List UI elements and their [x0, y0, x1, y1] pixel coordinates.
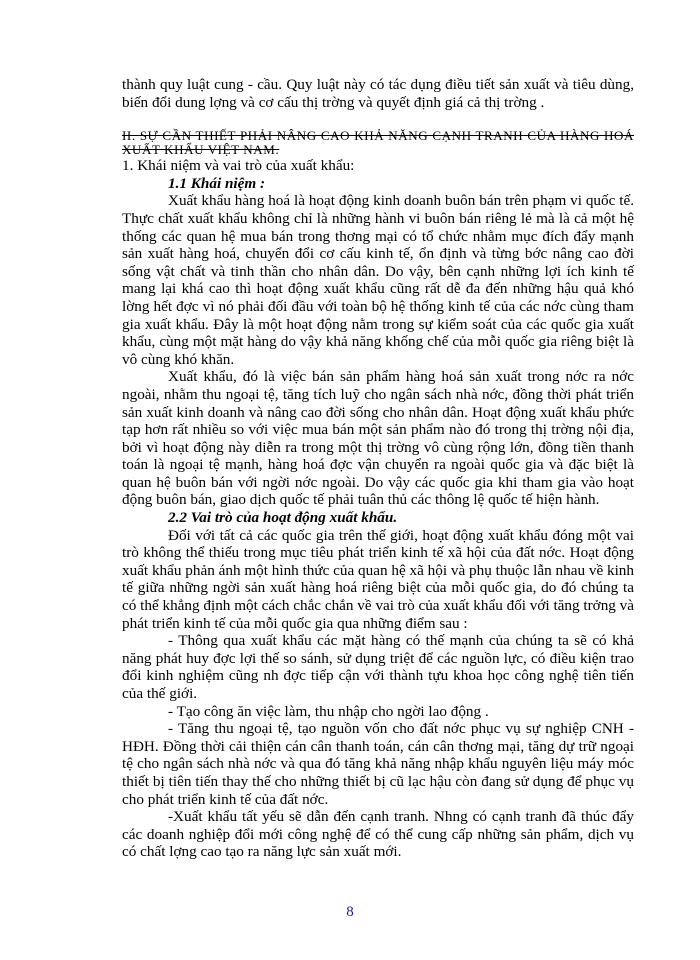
subheading-role: 2.2 Vai trò của hoạt động xuất khẩu. [168, 509, 398, 527]
paragraph-role: Đối với tất cả các quốc gia trên thế giới, hoạt động xuất khẩu đóng một vai trò không thể thiếu trong mục tiêu phát triển kinh tế xã hội của đất nớc. Hoạt động xuất khẩu phản ánh một hình thức của quan hệ xã hội và phụ thuộc lẫn nhau về kinh tế giữa những ngời sản xuất hàng hoá riêng biệt của mỗi quốc gia, do đó chúng ta có thể khẳng định một cách chắc chắn về vai trò của xuất khẩu đối với tăng trởng và phát triển kinh tế của mỗi quốc gia qua những điểm sau : [122, 526, 635, 632]
document-body [122, 76, 634, 861]
section-heading-2: II. SỰ CẦN THIẾT PHẢI NÂNG CAO KHẢ NĂNG CẠNH TRANH CỦA HÀNG HOÁ XUẤT KHẨU VIỆT NAM. [122, 128, 634, 158]
bullet-1: - Thông qua xuất khẩu các mặt hàng có thế mạnh của chúng ta sẽ có khả năng phát huy đợc lợi thế so sánh, sử dụng triệt để các nguồn lực, có điều kiện trao đổi kinh nghiệm cũng nh đợc tiếp cận với thành tựu khoa học công nghệ tiên tiến của thế giới. [122, 632, 634, 702]
section-heading-1: 1. Khái niệm và vai trò của xuất khẩu: [122, 157, 355, 175]
paragraph-concept-2: Xuất khẩu, đó là việc bán sản phẩm hàng hoá sản xuất trong nớc ra nớc ngoài, nhằm thu ngoại tệ, tăng tích luỹ cho ngân sách nhà nớc, đồng thời phát triển sản xuất kinh doanh và nâng cao đời sống cho nhân dân. Hoạt động xuất khẩu phức tạp hơn rất nhiều so với việc mua bán một sản phẩm nào đó trong thị trờng nội địa, bởi vì hoạt động này diễn ra trong một thị trờng vô cùng rộng lớn, đồng tiền thanh toán là ngoại tệ mạnh, hàng hoá đợc vận chuyển ra ngoài quốc gia và đặc biệt là quan hệ buôn bán với ngời nớc ngoài. Do vậy các quốc gia khi tham gia vào hoạt động buôn bán, giao dịch quốc tế phải tuân thủ các thông lệ quốc tế hiện hành. [122, 368, 634, 509]
paragraph-concept-1: Xuất khẩu hàng hoá là hoạt động kinh doanh buôn bán trên phạm vi quốc tế. Thực chất xuất khẩu không chỉ là những hành vi buôn bán riêng lẻ mà là cả một hệ thống các quan hệ mua bán trong thơng mại có tổ chức nhằm mục đích đẩy mạnh sản xuất hàng hoá, chuyển đổi cơ cấu kinh tế, ổn định và từng bớc nâng cao đời sống vật chất và tinh thần cho nhân dân. Do vậy, bên cạnh những lợi ích kinh tế mang lại khá cao thì hoạt động xuất khẩu cũng rất dễ đa đến những hậu quả khó lờng hết đợc vì nó phải đối đầu với toàn bộ hệ thống kinh tế của các nớc cùng tham gia xuất khẩu. Đây là một hoạt động nằm trong sự kiểm soát của các quốc gia xuất khẩu, cùng một mặt hàng do vậy khả năng khống chế của mỗi quốc gia riêng biệt là vô cùng khó khăn. [122, 192, 634, 368]
subheading-concept: 1.1 Khái niệm : [168, 174, 266, 192]
bullet-2: - Tạo công ăn việc làm, thu nhập cho ngời lao động . [168, 702, 489, 720]
paragraph-intro: thành quy luật cung - cầu. Quy luật này có tác dụng điều tiết sản xuất và tiêu dùng, biến đổi dung lợng và cơ cấu thị trờng và quyết định giá cả thị trờng . [122, 76, 634, 111]
bullet-4: -Xuất khẩu tất yếu sẽ dẫn đến cạnh tranh. Nhng có cạnh tranh đã thúc đẩy các doanh nghiệp đổi mới công nghệ để có thể cung cấp những sản phẩm, dịch vụ có chất lợng cao tạo ra năng lực sản xuất mới. [122, 808, 634, 861]
page-number: 8 [346, 904, 354, 920]
bullet-3: - Tăng thu ngoại tệ, tạo nguồn vốn cho đất nớc phục vụ sự nghiệp CNH - HĐH. Đồng thời cải thiện cán cân thanh toán, cán cân thơng mại, tăng dự trữ ngoại tệ cho ngân sách nhà nớc và qua đó tăng khả năng nhập khẩu nguyên liệu máy móc thiết bị tiên tiến thay thế cho những thiết bị cũ lạc hậu còn đang sử dụng để phục vụ cho phát triển kinh tế của đất nớc. [122, 720, 634, 808]
